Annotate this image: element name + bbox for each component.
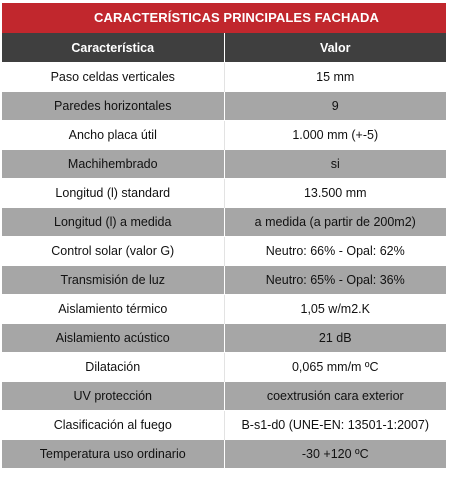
table-row [2, 324, 446, 353]
feature-cell: Aislamiento acústico [2, 324, 224, 353]
value-cell: a medida (a partir de 200m2) [224, 208, 446, 237]
table-row [2, 121, 446, 150]
table-row [2, 353, 446, 382]
value-cell: B-s1-d0 (UNE-EN: 13501-1:2007) [224, 411, 446, 440]
table-row [2, 179, 446, 208]
feature-cell: UV protección [2, 382, 224, 411]
value-cell: Neutro: 65% - Opal: 36% [224, 266, 446, 295]
table-title: CARACTERÍSTICAS PRINCIPALES FACHADA [2, 3, 446, 33]
table-row [2, 266, 446, 295]
value-cell: 9 [224, 92, 446, 121]
value-cell: 1.000 mm (+-5) [224, 121, 446, 150]
feature-cell: Machihembrado [2, 150, 224, 179]
value-cell: 21 dB [224, 324, 446, 353]
feature-cell: Longitud (l) standard [2, 179, 224, 208]
feature-cell: Paso celdas verticales [2, 63, 224, 92]
table-row [2, 440, 446, 469]
value-cell: 1,05 w/m2.K [224, 295, 446, 324]
feature-cell: Ancho placa útil [2, 121, 224, 150]
feature-cell: Clasificación al fuego [2, 411, 224, 440]
table-row [2, 208, 446, 237]
value-cell: si [224, 150, 446, 179]
feature-cell: Control solar (valor G) [2, 237, 224, 266]
table-row [2, 411, 446, 440]
specifications-table-container [2, 3, 446, 468]
table-row [2, 237, 446, 266]
value-cell: -30 +120 ºC [224, 440, 446, 469]
table-row [2, 382, 446, 411]
value-cell: 15 mm [224, 63, 446, 92]
feature-cell: Dilatación [2, 353, 224, 382]
value-cell: coextrusión cara exterior [224, 382, 446, 411]
table-row [2, 150, 446, 179]
header-value: Valor [224, 33, 446, 63]
feature-cell: Transmisión de luz [2, 266, 224, 295]
header-row [2, 33, 446, 63]
feature-cell: Temperatura uso ordinario [2, 440, 224, 469]
table-row [2, 63, 446, 92]
value-cell: 0,065 mm/m ºC [224, 353, 446, 382]
table-row [2, 295, 446, 324]
specifications-table [2, 33, 446, 468]
value-cell: Neutro: 66% - Opal: 62% [224, 237, 446, 266]
table-row [2, 92, 446, 121]
feature-cell: Paredes horizontales [2, 92, 224, 121]
feature-cell: Longitud (l) a medida [2, 208, 224, 237]
header-feature: Característica [2, 33, 224, 63]
value-cell: 13.500 mm [224, 179, 446, 208]
feature-cell: Aislamiento térmico [2, 295, 224, 324]
